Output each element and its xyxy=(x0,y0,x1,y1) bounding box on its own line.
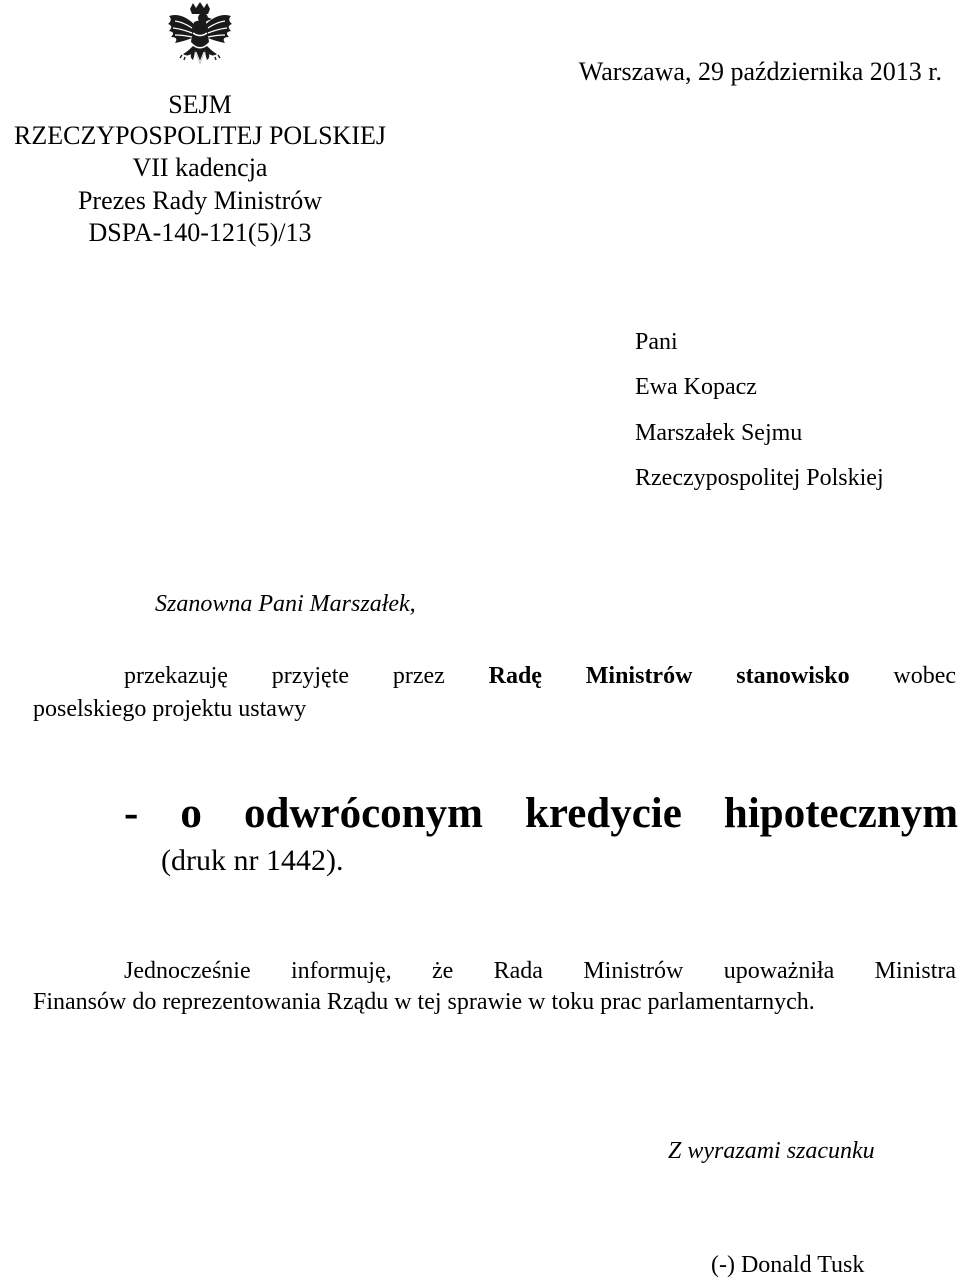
addressee-position: Marszałek Sejmu xyxy=(635,420,803,446)
subject-word: - xyxy=(124,790,139,837)
subject-word: odwróconym xyxy=(244,790,483,837)
subject-title xyxy=(124,788,958,840)
header-institution-full: RZECZYPOSPOLITEJ POLSKIEJ xyxy=(14,121,386,150)
header-institution: SEJM xyxy=(168,90,232,119)
para1-bold-word: stanowisko xyxy=(736,663,850,689)
para1-word: przekazuję xyxy=(124,663,228,689)
header-sender: Prezes Rady Ministrów xyxy=(77,186,323,215)
para2-word: Rada xyxy=(493,958,543,984)
para2-word: Ministrów xyxy=(583,958,684,984)
paragraph-2-line-2: Finansów do reprezentowania Rządu w tej sprawie w toku prac parlamentarnych. xyxy=(33,989,815,1015)
addressee-title: Pani xyxy=(635,329,678,355)
para1-bold-word: Radę xyxy=(488,663,542,689)
para1-bold-word: Ministrów xyxy=(585,663,693,689)
para1-word: przyjęte xyxy=(271,663,350,689)
para2-word: że xyxy=(431,958,454,984)
paragraph-1-line-2: poselskiego projektu ustawy xyxy=(33,696,307,722)
header-reference-number: DSPA-140-121(5)/13 xyxy=(88,218,312,247)
signature: (-) Donald Tusk xyxy=(711,1252,865,1278)
paragraph-1-line-1 xyxy=(124,661,956,691)
closing-phrase: Z wyrazami szacunku xyxy=(668,1138,875,1164)
para2-word: upoważniła xyxy=(723,958,835,984)
para2-word: informuję, xyxy=(290,958,392,984)
salutation: Szanowna Pani Marszałek, xyxy=(155,591,416,617)
polish-eagle-emblem-icon xyxy=(163,2,237,80)
addressee-name: Ewa Kopacz xyxy=(635,374,757,400)
para1-word: wobec xyxy=(893,663,957,689)
subject-word: kredycie xyxy=(524,790,682,837)
addressee-institution: Rzeczypospolitej Polskiej xyxy=(635,465,884,491)
paragraph-2-line-1 xyxy=(124,956,956,986)
subject-word: hipotecznym xyxy=(723,790,959,837)
subject-print-number: (druk nr 1442). xyxy=(161,844,344,877)
para1-word: przez xyxy=(392,663,445,689)
para2-word: Ministra xyxy=(874,958,956,984)
subject-word: o xyxy=(180,790,202,837)
header-term: VII kadencja xyxy=(132,153,268,182)
para2-word: Jednocześnie xyxy=(124,958,251,984)
place-date: Warszawa, 29 października 2013 r. xyxy=(578,57,942,86)
